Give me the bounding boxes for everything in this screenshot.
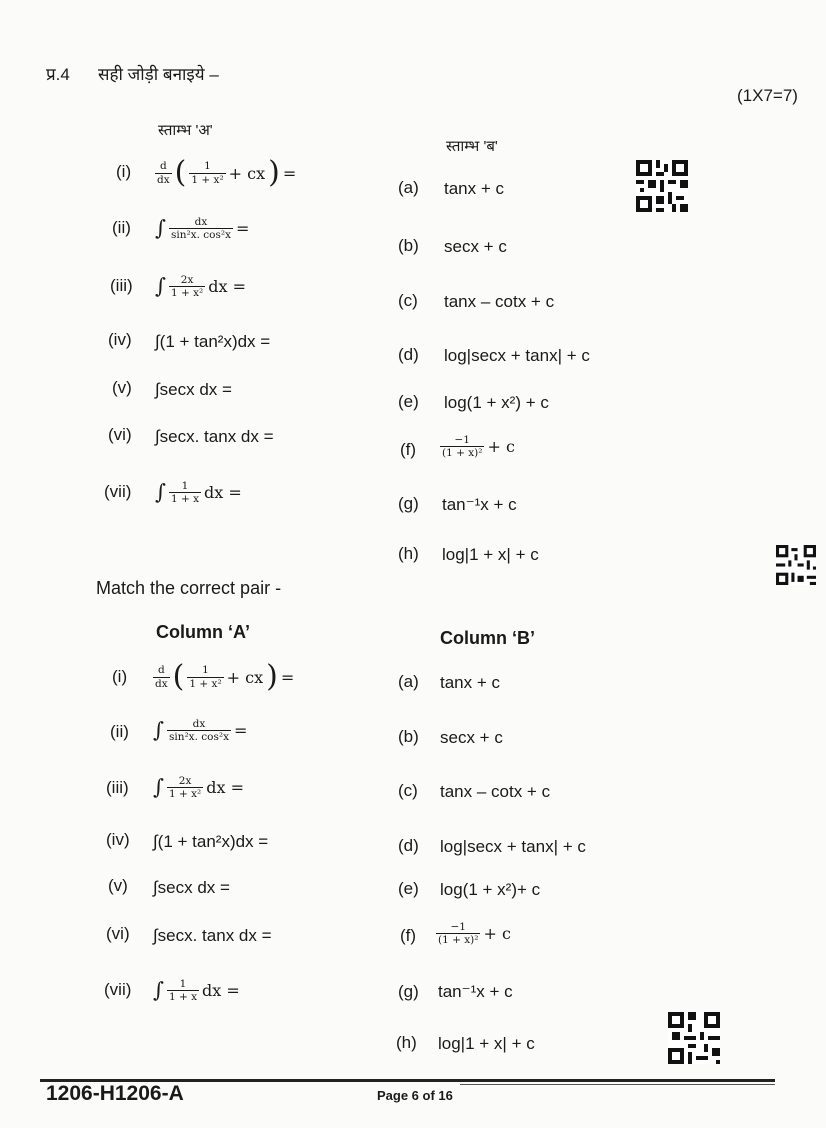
footer-rule-thin: [460, 1084, 775, 1085]
expr-integral: ∫ $\frac{1}{1 + x}$ dx =: [155, 480, 242, 506]
expr-integral: ∫ $\frac{2x}{\text{1 + x²}}$ dx =: [155, 274, 247, 300]
qr-code-icon: [776, 545, 816, 585]
answer: tanx – cotx + c: [444, 292, 555, 311]
expr: ∫secx dx =: [155, 380, 232, 399]
item-label: (g): [398, 982, 419, 1001]
expr: ∫(1 + tan²x)dx =: [153, 832, 269, 851]
item-label: (h): [396, 1033, 417, 1052]
answer-fraction: $\frac{-1}{\text{(1 + x)²}}$ + c: [438, 921, 511, 947]
marks: (1X7=7): [737, 86, 798, 105]
item-label: (d): [398, 836, 419, 855]
answer: log|secx + tanx| + c: [444, 346, 590, 365]
answer: tanx + c: [444, 179, 505, 198]
expr-integral: ∫ $\frac{1}{1 + x}$ dx =: [153, 978, 240, 1004]
expr-derivative: $\frac{d}{dx}$ ( $\frac{1}{\text{1 + x²}}$ + cx ) =: [157, 155, 297, 190]
item-label: (vii): [104, 980, 132, 999]
answer: log|1 + x| + c: [442, 545, 539, 564]
item-label: (i): [116, 162, 132, 181]
item-label: (h): [398, 544, 419, 563]
item-label: (a): [398, 178, 419, 197]
item-label: (i): [112, 667, 128, 686]
item-label: (e): [398, 879, 419, 898]
item-label: (vi): [108, 425, 132, 444]
item-label: (vi): [106, 924, 130, 943]
item-label: (f): [400, 926, 417, 945]
item-label: (iii): [106, 778, 129, 797]
item-label: (b): [398, 236, 419, 255]
expr: ∫secx. tanx dx =: [153, 926, 272, 945]
expr: ∫secx. tanx dx =: [155, 427, 274, 446]
question-number: प्र.4: [46, 65, 70, 84]
item-label: (c): [398, 291, 418, 310]
answer: secx + c: [444, 237, 507, 256]
question-title: सही जोड़ी बनाइये –: [98, 65, 219, 84]
answer: log(1 + x²) + c: [444, 393, 549, 412]
answer: log|1 + x| + c: [438, 1034, 535, 1053]
expr-integral: ∫ $\frac{2x}{\text{1 + x²}}$ dx =: [153, 775, 245, 801]
item-label: (e): [398, 392, 419, 411]
item-label: (v): [108, 876, 128, 895]
item-label: (iv): [106, 830, 130, 849]
answer: log(1 + x²)+ c: [440, 880, 541, 899]
item-label: (iv): [108, 330, 132, 349]
qr-code-icon: [636, 160, 686, 210]
item-label: (a): [398, 672, 419, 691]
item-label: (ii): [112, 218, 131, 237]
item-label: (iii): [110, 276, 133, 295]
item-label: (g): [398, 494, 419, 513]
answer: tanx + c: [440, 673, 501, 692]
answer: log|secx + tanx| + c: [440, 837, 586, 856]
item-label: (ii): [110, 722, 129, 741]
expr: ∫(1 + tan²x)dx =: [155, 332, 271, 351]
expr: ∫secx dx =: [153, 878, 230, 897]
col-a-heading: Column ‘A’: [156, 622, 250, 642]
col-b-heading: Column ‘B’: [440, 628, 535, 648]
answer: tan⁻¹x + c: [442, 495, 517, 514]
item-label: (vii): [104, 482, 132, 501]
section-title: Match the correct pair -: [96, 578, 282, 598]
expr-integral: ∫ $\frac{dx}{\text{sin²x. cos²x}}$ =: [153, 718, 248, 744]
item-label: (c): [398, 781, 418, 800]
answer: tanx – cotx + c: [440, 782, 551, 801]
page-number: Page 6 of 16: [377, 1088, 453, 1103]
item-label: (f): [400, 440, 417, 459]
answer: secx + c: [440, 728, 503, 747]
answer: tan⁻¹x + c: [438, 982, 513, 1001]
col-b-heading: स्ताम्भ 'ब': [446, 138, 498, 155]
col-a-heading: स्ताम्भ 'अ': [158, 122, 213, 139]
expr-derivative: $\frac{d}{dx}$ ( $\frac{1}{\text{1 + x²}}$ + cx ) =: [155, 659, 295, 694]
item-label: (d): [398, 345, 419, 364]
answer-fraction: $\frac{-1}{\text{(1 + x)²}}$ + c: [442, 434, 515, 460]
item-label: (v): [112, 378, 132, 397]
item-label: (b): [398, 727, 419, 746]
qr-code-icon: [668, 1012, 720, 1064]
expr-integral: ∫ $\frac{dx}{\text{sin²x. cos²x}}$ =: [155, 216, 250, 242]
paper-code: 1206-H1206-A: [46, 1082, 184, 1105]
